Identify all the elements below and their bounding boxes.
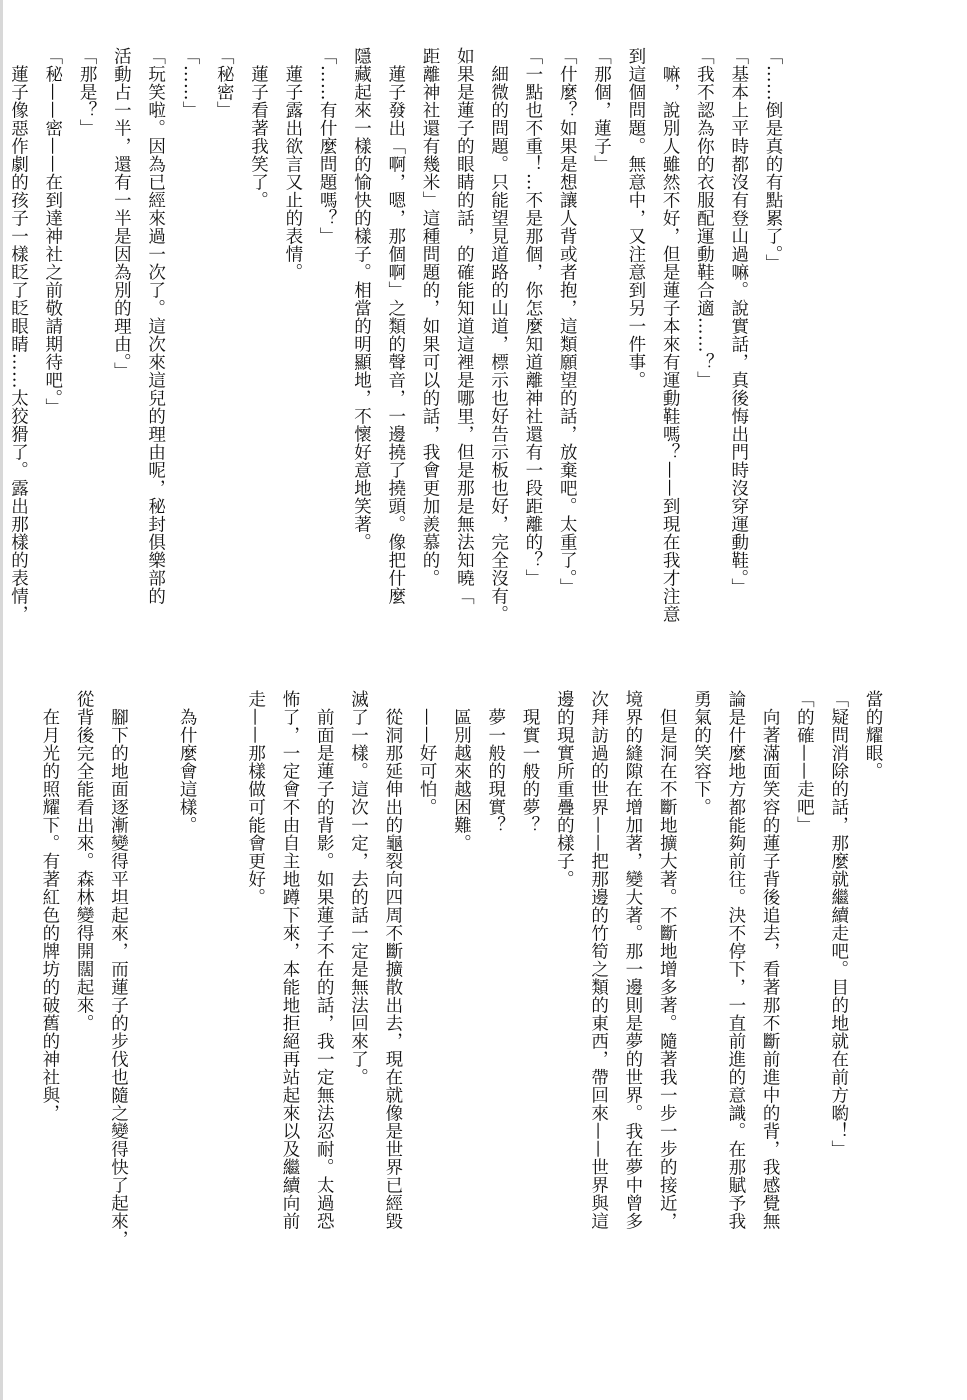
lower-text-line: 「疑問消除的話，那麼就繼續走吧。目的地就在前方喲！」 (828, 690, 849, 1158)
upper-text-line: 「……有什麼問題嗎？」 (317, 47, 338, 245)
lower-text-line: 但是洞在不斷地擴大著。不斷地增多著。隨著我一步一步的接近， (657, 690, 678, 1230)
upper-text-line: 「……」 (179, 47, 200, 119)
upper-text-block (8, 47, 790, 677)
upper-text-line: 「基本上平時都沒有登山過嘛。說實話，真後悔出門時沒穿運動鞋。」 (728, 47, 749, 597)
lower-text-line: 夢一般的現實？ (485, 690, 506, 834)
upper-text-line: 隱藏起來一樣的愉快的樣子。相當的明顯地，不懷好意地笑著。 (351, 47, 372, 551)
lower-text-line: 從背後完全能看出來。森林變得開闊起來。 (74, 690, 95, 1032)
lower-text-line: 在月光的照耀下。有著紅色的牌坊的破舊的神社與， (39, 690, 60, 1122)
upper-text-line: 「玩笑啦。因為已經來過一次了。這次來這兒的理由呢，秘封俱樂部的 (145, 47, 166, 605)
lower-text-line: 「的確——走吧」 (794, 690, 815, 834)
upper-text-line: 細微的問題。只能望見道路的山道，標示也好告示板也好，完全沒有。 (488, 47, 509, 623)
upper-text-line: 「秘——密——在到達神社之前敬請期待吧。」 (42, 47, 63, 417)
upper-text-line: 蓮子露出欲言又止的表情。 (282, 47, 303, 281)
upper-text-line: 到這個問題。無意中，又注意到另一件事。 (625, 47, 646, 389)
lower-text-line: 走——那樣做可能會更好。 (245, 690, 266, 906)
upper-text-line: 蓮子發出「啊，嗯，那個啊」之類的聲音，一邊撓了撓頭。像把什麼 (385, 47, 406, 605)
lower-text-line: 向著滿面笑容的蓮子背後追去，看著那不斷前進中的背，我感覺無 (760, 690, 781, 1230)
upper-text-line: 「什麼？如果是想讓人背或者抱，這類願望的話，放棄吧。太重了。」 (557, 47, 578, 597)
lower-text-line: 為什麼會這樣。 (177, 690, 198, 834)
lower-text-line: 區別越來越困難。 (451, 690, 472, 852)
lower-text-line: 前面是蓮子的背影。如果蓮子不在的話，我一定無法忍耐。太過恐 (314, 690, 335, 1230)
lower-text-line: 滅了一樣。這次一定，去的話一定是無法回來了。 (348, 690, 369, 1086)
upper-text-line: 蓮子看著我笑了。 (248, 47, 269, 209)
lower-text-line: 怖了，一定會不由自主地蹲下來，本能地拒絕再站起來以及繼續向前 (279, 690, 300, 1230)
lower-text-line: 從洞那延伸出的龜裂向四周不斷擴散出去，現在就像是世界已經毀 (382, 690, 403, 1230)
upper-text-line: 蓮子像惡作劇的孩子一樣眨了眨眼睛……太狡猾了。露出那樣的表情， (8, 47, 29, 623)
upper-text-line: 活動占一半，還有一半是因為別的理由。」 (111, 47, 132, 381)
upper-text-line: 「我不認為你的衣服配運動鞋合適……？」 (694, 47, 715, 389)
upper-text-line: 「秘密」 (214, 47, 235, 119)
lower-text-line: 勇氣的笑容下。 (691, 690, 712, 816)
lower-text-line: 腳下的地面逐漸變得平坦起來，而蓮子的步伐也隨之變得快了起來， (108, 690, 129, 1248)
lower-text-line: 邊的現實所重疊的樣子。 (554, 690, 575, 888)
lower-text-line: 現實一般的夢？ (520, 690, 541, 834)
lower-text-line (135, 690, 169, 1330)
lower-text-line: 當的耀眼。 (863, 690, 883, 780)
upper-text-line: 嘛，說別人雖然不好，但是蓮子本來有運動鞋嗎？——到現在我才注意 (660, 47, 681, 623)
upper-text-line: 「那個，蓮子」 (591, 47, 612, 173)
upper-text-line: 「那是？」 (77, 47, 98, 137)
upper-text-line: 「一點也不重！…不是那個，你怎麼知道離神社還有一段距離的？」 (522, 47, 543, 587)
lower-text-line: 次拜訪過的世界——把那邊的竹筍之類的東西，帶回來——世界與這 (588, 690, 609, 1230)
upper-text-line: 如果是蓮子的眼睛的話，的確能知道這裡是哪里，但是那是無法知曉「 (454, 47, 475, 605)
upper-text-line: 「……倒是真的有點累了。」 (763, 47, 783, 273)
lower-text-line: 境界的縫隙在增加著，變大著。那一邊則是夢的世界。我在夢中曾多 (622, 690, 643, 1230)
lower-text-line: 論是什麼地方都能夠前往。決不停下，一直前進的意識。在那賦予我 (725, 690, 746, 1230)
lower-text-line (204, 690, 238, 1330)
lower-text-block (39, 690, 890, 1330)
lower-text-line: ——好可怕。 (417, 690, 438, 816)
upper-text-line: 距離神社還有幾米」這種問題的，如果可以的話，我會更加羨慕的。 (420, 47, 441, 587)
